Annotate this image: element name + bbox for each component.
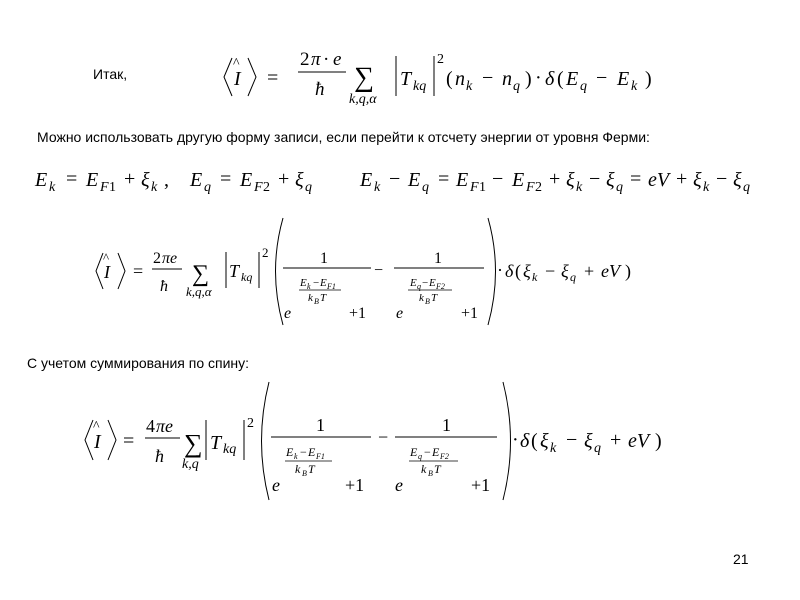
svg-text:2: 2 bbox=[300, 49, 310, 70]
svg-text:): ) bbox=[645, 68, 652, 90]
svg-text:ξ: ξ bbox=[566, 169, 575, 191]
svg-text:−: − bbox=[716, 168, 728, 190]
fermi-sentence: Можно использовать другую форму записи, если перейти к отсчету энергии от уровня Ферми: bbox=[37, 129, 650, 145]
svg-text:eV: eV bbox=[601, 261, 620, 281]
svg-text:−: − bbox=[424, 445, 431, 459]
svg-text:∑: ∑ bbox=[192, 261, 210, 287]
svg-text:n: n bbox=[502, 68, 512, 90]
svg-text:F: F bbox=[254, 180, 263, 195]
svg-text:q: q bbox=[422, 180, 429, 195]
svg-text:kq: kq bbox=[241, 270, 253, 284]
svg-text:B: B bbox=[428, 469, 433, 478]
svg-text:k,q: k,q bbox=[182, 457, 199, 472]
svg-text:e: e bbox=[272, 475, 280, 495]
svg-text:E: E bbox=[86, 169, 99, 191]
svg-text:E: E bbox=[35, 169, 48, 191]
svg-text:∑: ∑ bbox=[354, 62, 374, 93]
svg-text:·: · bbox=[497, 260, 503, 280]
svg-text:kq: kq bbox=[223, 442, 237, 457]
svg-text:1: 1 bbox=[434, 250, 442, 267]
svg-text:2: 2 bbox=[437, 52, 444, 67]
svg-text:q: q bbox=[594, 441, 601, 456]
svg-text:e: e bbox=[333, 49, 342, 70]
svg-text:−: − bbox=[313, 277, 320, 289]
svg-text:+: + bbox=[610, 429, 622, 451]
svg-text:k: k bbox=[703, 180, 710, 195]
svg-text:q: q bbox=[418, 452, 422, 461]
svg-text:k,q,α: k,q,α bbox=[186, 284, 212, 299]
svg-text:E: E bbox=[320, 277, 327, 289]
svg-text:k: k bbox=[374, 180, 381, 195]
svg-text:+: + bbox=[676, 168, 688, 190]
svg-text:·: · bbox=[535, 67, 542, 89]
svg-text:k: k bbox=[151, 180, 158, 195]
svg-text:δ: δ bbox=[520, 430, 530, 452]
svg-text:^: ^ bbox=[93, 419, 100, 434]
svg-text:(: ( bbox=[515, 261, 521, 281]
svg-text:^: ^ bbox=[233, 56, 240, 71]
svg-text:F2: F2 bbox=[440, 452, 449, 461]
svg-text:F: F bbox=[526, 180, 535, 195]
svg-text:eV: eV bbox=[628, 430, 650, 452]
svg-text:+1: +1 bbox=[349, 305, 367, 322]
svg-text:δ: δ bbox=[505, 261, 514, 281]
svg-text:E: E bbox=[456, 169, 469, 191]
svg-text:2: 2 bbox=[535, 180, 542, 195]
svg-text:−: − bbox=[389, 168, 401, 190]
svg-text:q: q bbox=[570, 270, 576, 284]
svg-text:B: B bbox=[302, 469, 307, 478]
svg-text:ħ: ħ bbox=[160, 278, 168, 295]
svg-text:(: ( bbox=[557, 68, 564, 90]
svg-text:k: k bbox=[294, 452, 298, 461]
svg-text:−: − bbox=[596, 67, 608, 89]
svg-text:ħ: ħ bbox=[315, 79, 325, 100]
intro-label: Итак, bbox=[93, 66, 128, 82]
svg-text:ξ: ξ bbox=[295, 169, 304, 191]
svg-text:T: T bbox=[320, 292, 327, 304]
svg-text:E: E bbox=[286, 445, 294, 459]
svg-text:I: I bbox=[104, 262, 110, 282]
svg-text:πe: πe bbox=[162, 250, 178, 267]
svg-text:δ: δ bbox=[545, 68, 555, 90]
svg-text:kq: kq bbox=[413, 79, 427, 94]
svg-text:E: E bbox=[240, 169, 253, 191]
svg-text:+: + bbox=[124, 168, 136, 190]
svg-text:q: q bbox=[513, 79, 520, 94]
svg-text:E: E bbox=[190, 169, 203, 191]
svg-text:−: − bbox=[482, 67, 494, 89]
svg-text:2: 2 bbox=[153, 250, 161, 267]
svg-text:1: 1 bbox=[442, 415, 451, 435]
svg-text:2: 2 bbox=[247, 416, 254, 431]
svg-text:q: q bbox=[616, 180, 623, 195]
svg-text:E: E bbox=[360, 169, 373, 191]
svg-text:q: q bbox=[204, 180, 211, 195]
svg-text:k: k bbox=[532, 270, 538, 284]
svg-text:ħ: ħ bbox=[155, 446, 164, 466]
svg-text:eV: eV bbox=[648, 169, 670, 191]
svg-text:E: E bbox=[410, 445, 418, 459]
svg-text:E: E bbox=[408, 169, 421, 191]
svg-text:T: T bbox=[229, 261, 240, 281]
svg-text:(: ( bbox=[446, 68, 453, 90]
svg-text:^: ^ bbox=[103, 250, 110, 265]
svg-text:k: k bbox=[307, 282, 311, 291]
svg-text:−: − bbox=[300, 445, 307, 459]
svg-text:k: k bbox=[419, 292, 424, 304]
svg-text:4: 4 bbox=[146, 416, 155, 436]
svg-text:k: k bbox=[550, 441, 557, 456]
svg-text:ξ: ξ bbox=[606, 169, 615, 191]
svg-text:): ) bbox=[625, 261, 631, 281]
svg-text:−: − bbox=[374, 262, 384, 279]
svg-text:2: 2 bbox=[262, 245, 269, 260]
svg-text:+1: +1 bbox=[345, 475, 365, 495]
svg-text:−: − bbox=[422, 277, 429, 289]
svg-text:+: + bbox=[278, 168, 290, 190]
svg-text:ξ: ξ bbox=[733, 169, 742, 191]
svg-text:e: e bbox=[395, 475, 403, 495]
svg-text:F1: F1 bbox=[316, 452, 325, 461]
svg-text:q: q bbox=[743, 180, 750, 195]
svg-text:F1: F1 bbox=[327, 282, 336, 291]
svg-text:q: q bbox=[580, 79, 587, 94]
svg-text:−: − bbox=[545, 261, 556, 281]
page-number: 21 bbox=[733, 551, 749, 567]
svg-text:k: k bbox=[295, 462, 301, 476]
svg-text:=: = bbox=[123, 430, 135, 452]
svg-text:ξ: ξ bbox=[584, 430, 593, 452]
svg-text:−: − bbox=[589, 168, 601, 190]
svg-text:B: B bbox=[425, 297, 430, 306]
svg-text:E: E bbox=[300, 277, 307, 289]
svg-text:=: = bbox=[220, 168, 232, 190]
svg-text:k: k bbox=[308, 292, 313, 304]
svg-text:T: T bbox=[210, 432, 222, 454]
svg-text:=: = bbox=[133, 261, 144, 281]
svg-text:F2: F2 bbox=[436, 282, 445, 291]
svg-text:=: = bbox=[267, 67, 279, 89]
svg-text:B: B bbox=[314, 297, 319, 306]
svg-text:−: − bbox=[378, 427, 389, 447]
svg-text:π: π bbox=[311, 49, 321, 70]
svg-text:T: T bbox=[400, 68, 412, 90]
svg-text:F: F bbox=[100, 180, 109, 195]
svg-text:E: E bbox=[308, 445, 316, 459]
svg-text:∑: ∑ bbox=[184, 429, 203, 458]
svg-text:k: k bbox=[421, 462, 427, 476]
svg-text:q: q bbox=[417, 282, 421, 291]
svg-text:E: E bbox=[410, 277, 417, 289]
svg-text:I: I bbox=[234, 68, 241, 90]
svg-text:T: T bbox=[308, 462, 315, 476]
svg-text:F: F bbox=[470, 180, 479, 195]
svg-text:ξ: ξ bbox=[693, 169, 702, 191]
svg-text:I: I bbox=[94, 431, 101, 453]
svg-text:q: q bbox=[305, 180, 312, 195]
svg-text:T: T bbox=[431, 292, 438, 304]
svg-text:E: E bbox=[432, 445, 440, 459]
svg-text:E: E bbox=[617, 68, 630, 90]
svg-text:·: · bbox=[512, 429, 519, 451]
svg-text:1: 1 bbox=[316, 415, 325, 435]
svg-text:πe: πe bbox=[156, 416, 174, 436]
svg-text:ξ: ξ bbox=[540, 430, 549, 452]
svg-text:T: T bbox=[434, 462, 441, 476]
svg-text:k: k bbox=[466, 79, 473, 94]
svg-text:ξ: ξ bbox=[523, 261, 531, 281]
svg-text:+1: +1 bbox=[471, 475, 491, 495]
svg-text:2: 2 bbox=[263, 180, 270, 195]
svg-text:k: k bbox=[49, 180, 56, 195]
svg-text:+1: +1 bbox=[461, 305, 479, 322]
svg-text:E: E bbox=[566, 68, 579, 90]
svg-text:ξ: ξ bbox=[141, 169, 150, 191]
svg-text:·: · bbox=[323, 49, 330, 70]
svg-text:−: − bbox=[566, 429, 578, 451]
svg-text:=: = bbox=[66, 168, 78, 190]
svg-text:e: e bbox=[284, 305, 292, 322]
svg-text:k: k bbox=[576, 180, 583, 195]
spin-sentence: С учетом суммирования по спину: bbox=[27, 355, 250, 371]
svg-text:): ) bbox=[525, 68, 532, 90]
svg-text:−: − bbox=[492, 168, 504, 190]
svg-text:E: E bbox=[429, 277, 436, 289]
svg-text:+: + bbox=[584, 261, 595, 281]
svg-text:=: = bbox=[630, 168, 642, 190]
svg-text:ξ: ξ bbox=[561, 261, 569, 281]
svg-text:k: k bbox=[631, 79, 638, 94]
svg-text:=: = bbox=[438, 168, 450, 190]
svg-text:k,q,α: k,q,α bbox=[349, 92, 377, 107]
svg-text:E: E bbox=[512, 169, 525, 191]
svg-text:): ) bbox=[655, 430, 662, 452]
svg-text:e: e bbox=[396, 305, 404, 322]
svg-text:1: 1 bbox=[479, 180, 486, 195]
svg-text:1: 1 bbox=[109, 180, 116, 195]
svg-text:+: + bbox=[549, 168, 561, 190]
svg-text:,: , bbox=[164, 169, 169, 191]
svg-text:(: ( bbox=[531, 430, 538, 452]
svg-text:n: n bbox=[455, 68, 465, 90]
svg-text:1: 1 bbox=[320, 250, 328, 267]
